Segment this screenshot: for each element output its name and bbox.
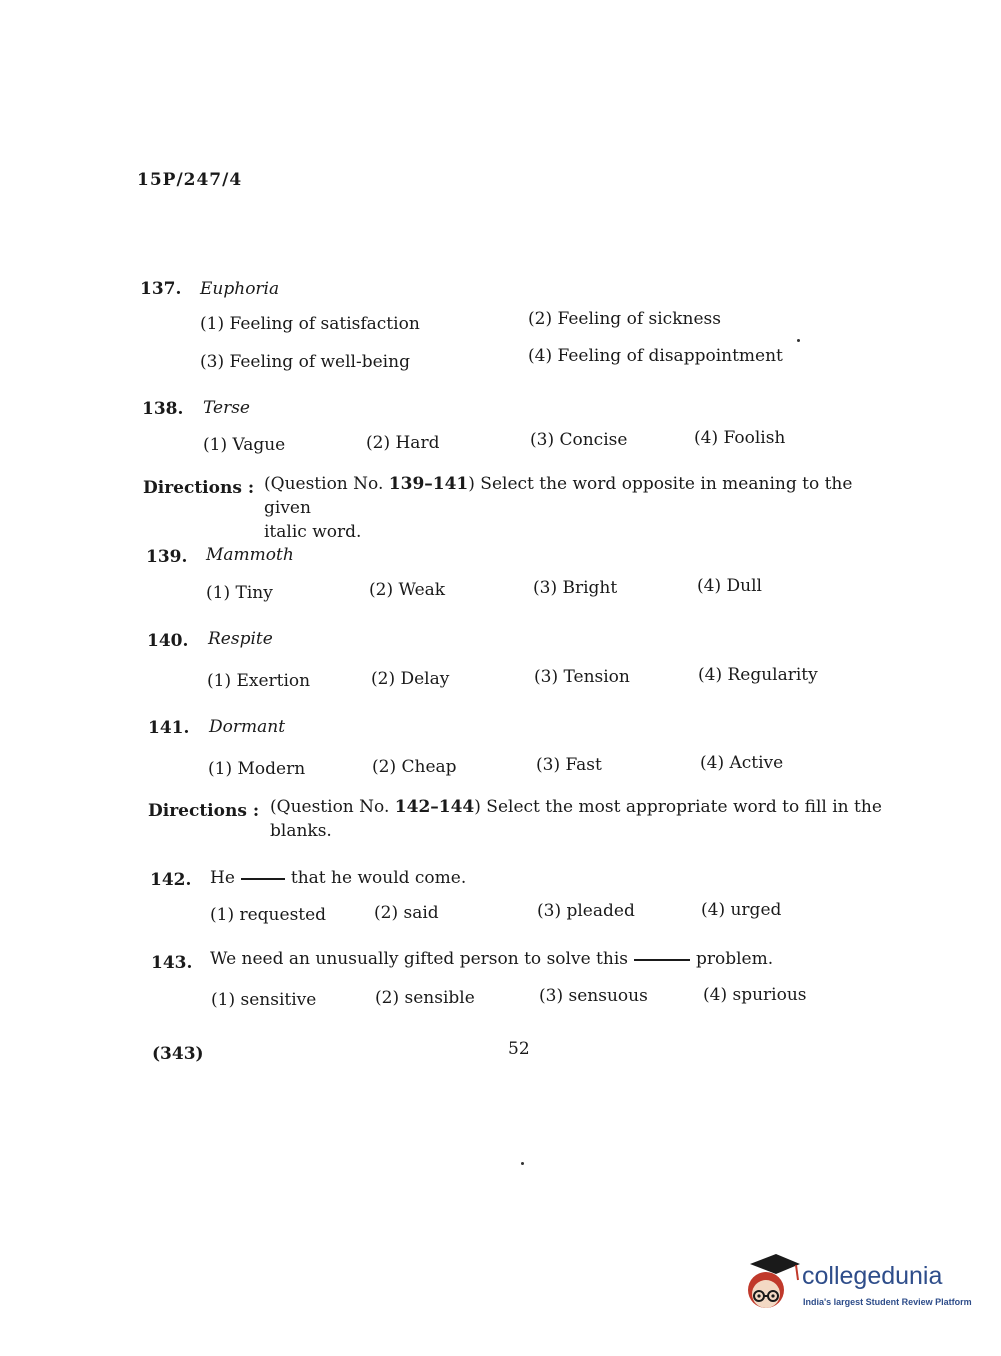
option-4: (4) spurious bbox=[703, 985, 807, 1005]
scan-speck bbox=[521, 1162, 524, 1165]
logo-tagline: India's largest Student Review Platform bbox=[803, 1297, 972, 1307]
directions-range: 139–141 bbox=[388, 474, 469, 494]
option-4: (4) Foolish bbox=[694, 428, 786, 448]
directions-text-post: ) Select the most appropriate word to fill in the bbox=[474, 797, 882, 817]
option-1: (1) requested bbox=[210, 905, 327, 925]
directions-text-post: ) Select the word opposite in meaning to the given bbox=[264, 474, 853, 518]
directions-text-line2: italic word. bbox=[264, 522, 362, 542]
option-4: (4) Active bbox=[700, 753, 784, 773]
directions-text bbox=[264, 472, 884, 544]
option-4: (4) Feeling of disappointment bbox=[528, 346, 783, 366]
option-1: (1) Modern bbox=[208, 759, 306, 779]
question-number: 142. bbox=[150, 870, 192, 890]
question-sentence bbox=[210, 949, 773, 969]
question-number: 137. bbox=[140, 279, 182, 299]
page-number: 52 bbox=[508, 1039, 530, 1059]
option-3: (3) Bright bbox=[533, 578, 618, 598]
question-word: Mammoth bbox=[206, 545, 294, 565]
option-3: (3) Tension bbox=[534, 667, 630, 687]
option-3: (3) sensuous bbox=[539, 986, 648, 1006]
paper-code: 15P/247/4 bbox=[137, 170, 243, 190]
question-number: 143. bbox=[151, 953, 193, 973]
sentence-start: We need an unusually gifted person to solve this bbox=[210, 949, 628, 969]
option-2: (2) said bbox=[374, 903, 439, 923]
fill-in-blank bbox=[634, 959, 690, 961]
directions-text-pre: (Question No. bbox=[264, 474, 389, 494]
option-4: (4) Regularity bbox=[698, 665, 818, 685]
option-3: (3) Feeling of well-being bbox=[200, 352, 410, 372]
option-3: (3) pleaded bbox=[537, 901, 635, 921]
question-number: 138. bbox=[142, 399, 184, 419]
option-3: (3) Fast bbox=[536, 755, 602, 775]
option-3: (3) Concise bbox=[530, 430, 628, 450]
option-1: (1) sensitive bbox=[211, 990, 317, 1010]
question-sentence bbox=[210, 868, 466, 888]
sentence-start: He bbox=[210, 868, 235, 888]
directions-text-pre: (Question No. bbox=[270, 797, 395, 817]
option-2: (2) Delay bbox=[371, 669, 450, 689]
question-word: Dormant bbox=[209, 717, 286, 737]
sentence-end: problem. bbox=[695, 949, 774, 969]
option-2: (2) Weak bbox=[369, 580, 446, 600]
sentence-end: that he would come. bbox=[290, 868, 467, 888]
directions-label: Directions : bbox=[143, 478, 255, 498]
question-word: Terse bbox=[203, 398, 250, 418]
fill-in-blank bbox=[241, 878, 285, 880]
question-number: 140. bbox=[147, 631, 189, 651]
option-1: (1) Feeling of satisfaction bbox=[200, 314, 420, 334]
question-word: Euphoria bbox=[200, 279, 280, 299]
option-2: (2) sensible bbox=[375, 988, 475, 1008]
directions-text bbox=[270, 795, 890, 843]
scan-speck bbox=[797, 339, 800, 342]
option-1: (1) Vague bbox=[203, 435, 286, 455]
directions-range: 142–144 bbox=[394, 797, 475, 817]
option-4: (4) urged bbox=[701, 900, 782, 920]
option-2: (2) Feeling of sickness bbox=[528, 309, 721, 329]
option-2: (2) Cheap bbox=[372, 757, 457, 777]
question-number: 139. bbox=[146, 547, 188, 567]
option-1: (1) Tiny bbox=[206, 583, 273, 603]
option-4: (4) Dull bbox=[697, 576, 762, 596]
mascot-icon bbox=[740, 1250, 802, 1322]
option-1: (1) Exertion bbox=[207, 671, 311, 691]
footer-code: (343) bbox=[152, 1044, 204, 1064]
option-2: (2) Hard bbox=[366, 433, 440, 453]
question-word: Respite bbox=[208, 629, 273, 649]
directions-text-line2: blanks. bbox=[270, 821, 332, 841]
logo-wordmark: collegedunia bbox=[802, 1262, 943, 1290]
directions-label: Directions : bbox=[148, 801, 260, 821]
question-number: 141. bbox=[148, 718, 190, 738]
